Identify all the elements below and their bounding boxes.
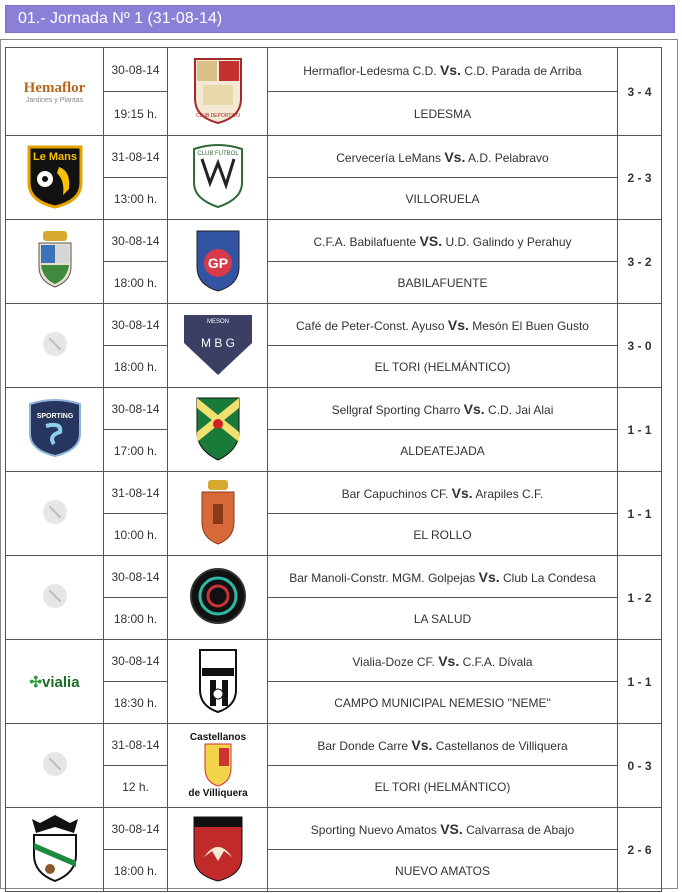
divala-crest (196, 646, 240, 714)
vs-label: VS. (419, 232, 443, 249)
galindo-perahuy-crest (193, 227, 243, 293)
vs-label: Vs. (411, 736, 433, 753)
home-team: Bar Manoli-Constr. MGM. Golpejas (289, 570, 476, 585)
away-team: A.D. Pelabravo (468, 150, 549, 165)
match-teams (268, 136, 618, 178)
match-row-detail (6, 850, 662, 892)
match-time: 13:00 h. (104, 178, 168, 220)
away-team: Club La Condesa (503, 570, 596, 585)
sponsor-logo-cell (6, 136, 104, 220)
match-teams (268, 724, 618, 766)
match-teams (268, 808, 618, 850)
crest-cell (168, 220, 268, 304)
match-result: 1 - 2 (618, 556, 662, 640)
lemans-logo (25, 143, 85, 209)
meson-buen-gusto-crest (178, 309, 258, 379)
away-team: Mesón El Buen Gusto (472, 318, 589, 333)
match-row (6, 808, 662, 850)
sponsor-logo-cell (6, 304, 104, 388)
match-venue: ALDEATEJADA (268, 430, 618, 472)
match-venue: LA SALUD (268, 598, 618, 640)
match-venue: EL ROLLO (268, 514, 618, 556)
crest-cell (168, 388, 268, 472)
sponsor-logo-cell (6, 48, 104, 136)
home-team: Sellgraf Sporting Charro (331, 402, 461, 417)
babilafuente-crest (33, 229, 77, 291)
match-time: 12 h. (104, 766, 168, 808)
round-header (5, 5, 675, 33)
crest-cell (168, 136, 268, 220)
nuevo-amatos-crest (28, 813, 82, 883)
match-result: 3 - 0 (618, 304, 662, 388)
match-row (6, 136, 662, 178)
match-result: 2 - 6 (618, 808, 662, 892)
match-venue: VILLORUELA (268, 178, 618, 220)
match-result: 0 - 3 (618, 724, 662, 808)
vs-label: VS. (440, 820, 463, 837)
no-logo-icon (43, 584, 67, 608)
match-row-detail (6, 262, 662, 304)
match-venue: CAMPO MUNICIPAL NEMESIO "NEME" (268, 682, 618, 724)
match-row (6, 556, 662, 598)
svg-text:MESON: MESON (206, 319, 229, 325)
match-teams (268, 472, 618, 514)
crest-cell (168, 472, 268, 556)
match-teams (268, 220, 618, 262)
match-date: 31-08-14 (104, 724, 168, 766)
match-teams (268, 556, 618, 598)
match-row (6, 304, 662, 346)
match-venue: LEDESMA (268, 92, 618, 136)
match-date: 30-08-14 (104, 48, 168, 92)
match-row-detail (6, 92, 662, 136)
match-row (6, 724, 662, 766)
away-team: Castellanos de Villiquera (435, 738, 568, 753)
match-teams (268, 48, 618, 92)
away-team: Arapiles C.F. (475, 486, 544, 501)
match-row (6, 640, 662, 682)
match-venue: EL TORI (HELMÁNTICO) (268, 346, 618, 388)
match-date: 31-08-14 (104, 136, 168, 178)
parada-de-arriba-crest (191, 55, 245, 125)
crest-cell (168, 304, 268, 388)
match-row-detail (6, 430, 662, 472)
home-team: Vialia-Doze CF. (352, 654, 435, 669)
home-team: Bar Donde Carre (317, 738, 409, 753)
match-row (6, 388, 662, 430)
away-team: Calvarrasa de Abajo (466, 822, 575, 837)
sponsor-logo-cell (6, 220, 104, 304)
jai-alai-crest (193, 394, 243, 462)
match-result: 3 - 2 (618, 220, 662, 304)
calvarrasa-crest (190, 813, 246, 883)
match-row (6, 472, 662, 514)
home-team: C.F.A. Babilafuente (313, 234, 417, 249)
crest-cell (168, 556, 268, 640)
svg-text:CLUB FUTBOL: CLUB FUTBOL (196, 151, 239, 157)
svg-text:SPORTING: SPORTING (36, 413, 73, 420)
match-date: 30-08-14 (104, 220, 168, 262)
vialia-logo: ✣vialia (29, 673, 80, 691)
sponsor-logo-cell (6, 388, 104, 472)
match-time: 18:00 h. (104, 598, 168, 640)
vs-label: Vs. (463, 400, 485, 417)
match-venue: BABILAFUENTE (268, 262, 618, 304)
match-result: 1 - 1 (618, 388, 662, 472)
match-result: 1 - 1 (618, 640, 662, 724)
match-result: 2 - 3 (618, 136, 662, 220)
match-row-detail (6, 598, 662, 640)
sponsor-logo-cell (6, 640, 104, 724)
away-team: C.F.A. Dívala (462, 654, 533, 669)
sponsor-logo-cell (6, 808, 104, 892)
crest-cell (168, 808, 268, 892)
match-row (6, 220, 662, 262)
sporting-charro-crest (26, 398, 84, 458)
castellanos-villiquera-crest (183, 730, 253, 798)
match-date: 30-08-14 (104, 808, 168, 850)
match-row (6, 48, 662, 92)
match-time: 10:00 h. (104, 514, 168, 556)
svg-text:GP: GP (207, 255, 228, 271)
svg-text:M B G: M B G (200, 336, 235, 350)
hemaflor-logo: Hemaflor Jardines y Plantas (23, 79, 86, 104)
match-result: 1 - 1 (618, 472, 662, 556)
vs-label: Vs. (439, 61, 461, 78)
match-teams (268, 304, 618, 346)
away-team: C.D. Jai Alai (488, 402, 554, 417)
la-condesa-crest (188, 566, 248, 626)
home-team: Hermaflor-Ledesma C.D. (303, 63, 437, 78)
crest-cell (168, 48, 268, 136)
arapiles-crest (198, 478, 238, 546)
match-row-detail (6, 514, 662, 556)
match-result: 3 - 4 (618, 48, 662, 136)
vs-label: Vs. (444, 148, 466, 165)
match-date: 30-08-14 (104, 388, 168, 430)
match-venue: EL TORI (HELMÁNTICO) (268, 766, 618, 808)
match-time: 18:30 h. (104, 682, 168, 724)
match-row-detail (6, 766, 662, 808)
match-venue: NUEVO AMATOS (268, 850, 618, 892)
sponsor-logo-cell (6, 556, 104, 640)
match-time: 19:15 h. (104, 92, 168, 136)
sponsor-logo-cell (6, 724, 104, 808)
match-date: 30-08-14 (104, 556, 168, 598)
match-time: 18:00 h. (104, 262, 168, 304)
home-team: Bar Capuchinos CF. (341, 486, 449, 501)
home-team: Sporting Nuevo Amatos (310, 822, 437, 837)
match-teams (268, 388, 618, 430)
no-logo-icon (43, 332, 67, 356)
match-table (5, 47, 662, 892)
match-date: 31-08-14 (104, 472, 168, 514)
round-title: 01.- Jornada Nº 1 (31-08-14) (18, 10, 223, 27)
vs-label: Vs. (438, 652, 460, 669)
vs-label: Vs. (447, 316, 469, 333)
match-time: 18:00 h. (104, 346, 168, 388)
match-row-detail (6, 178, 662, 220)
match-date: 30-08-14 (104, 640, 168, 682)
home-team: Cervecería LeMans (336, 150, 441, 165)
lemans-logo-text: Le Mans (32, 151, 77, 163)
match-time: 17:00 h. (104, 430, 168, 472)
match-date: 30-08-14 (104, 304, 168, 346)
pelabravo-crest (188, 143, 248, 209)
vs-label: Vs. (451, 484, 473, 501)
away-team: C.D. Parada de Arriba (464, 63, 582, 78)
match-teams (268, 640, 618, 682)
match-time: 18:00 h. (104, 850, 168, 892)
away-team: U.D. Galindo y Perahuy (445, 234, 572, 249)
crest-bottom-text: de Villiquera (187, 788, 248, 798)
vs-label: Vs. (478, 568, 500, 585)
match-row-detail (6, 346, 662, 388)
match-row-detail (6, 682, 662, 724)
home-team: Café de Peter-Const. Ayuso (296, 318, 445, 333)
svg-text:CLUB DEPORTIVO: CLUB DEPORTIVO (195, 113, 240, 119)
sponsor-logo-cell (6, 472, 104, 556)
no-logo-icon (43, 500, 67, 524)
no-logo-icon (43, 752, 67, 776)
crest-cell (168, 724, 268, 808)
crest-top-text: Castellanos (189, 732, 246, 743)
crest-cell (168, 640, 268, 724)
